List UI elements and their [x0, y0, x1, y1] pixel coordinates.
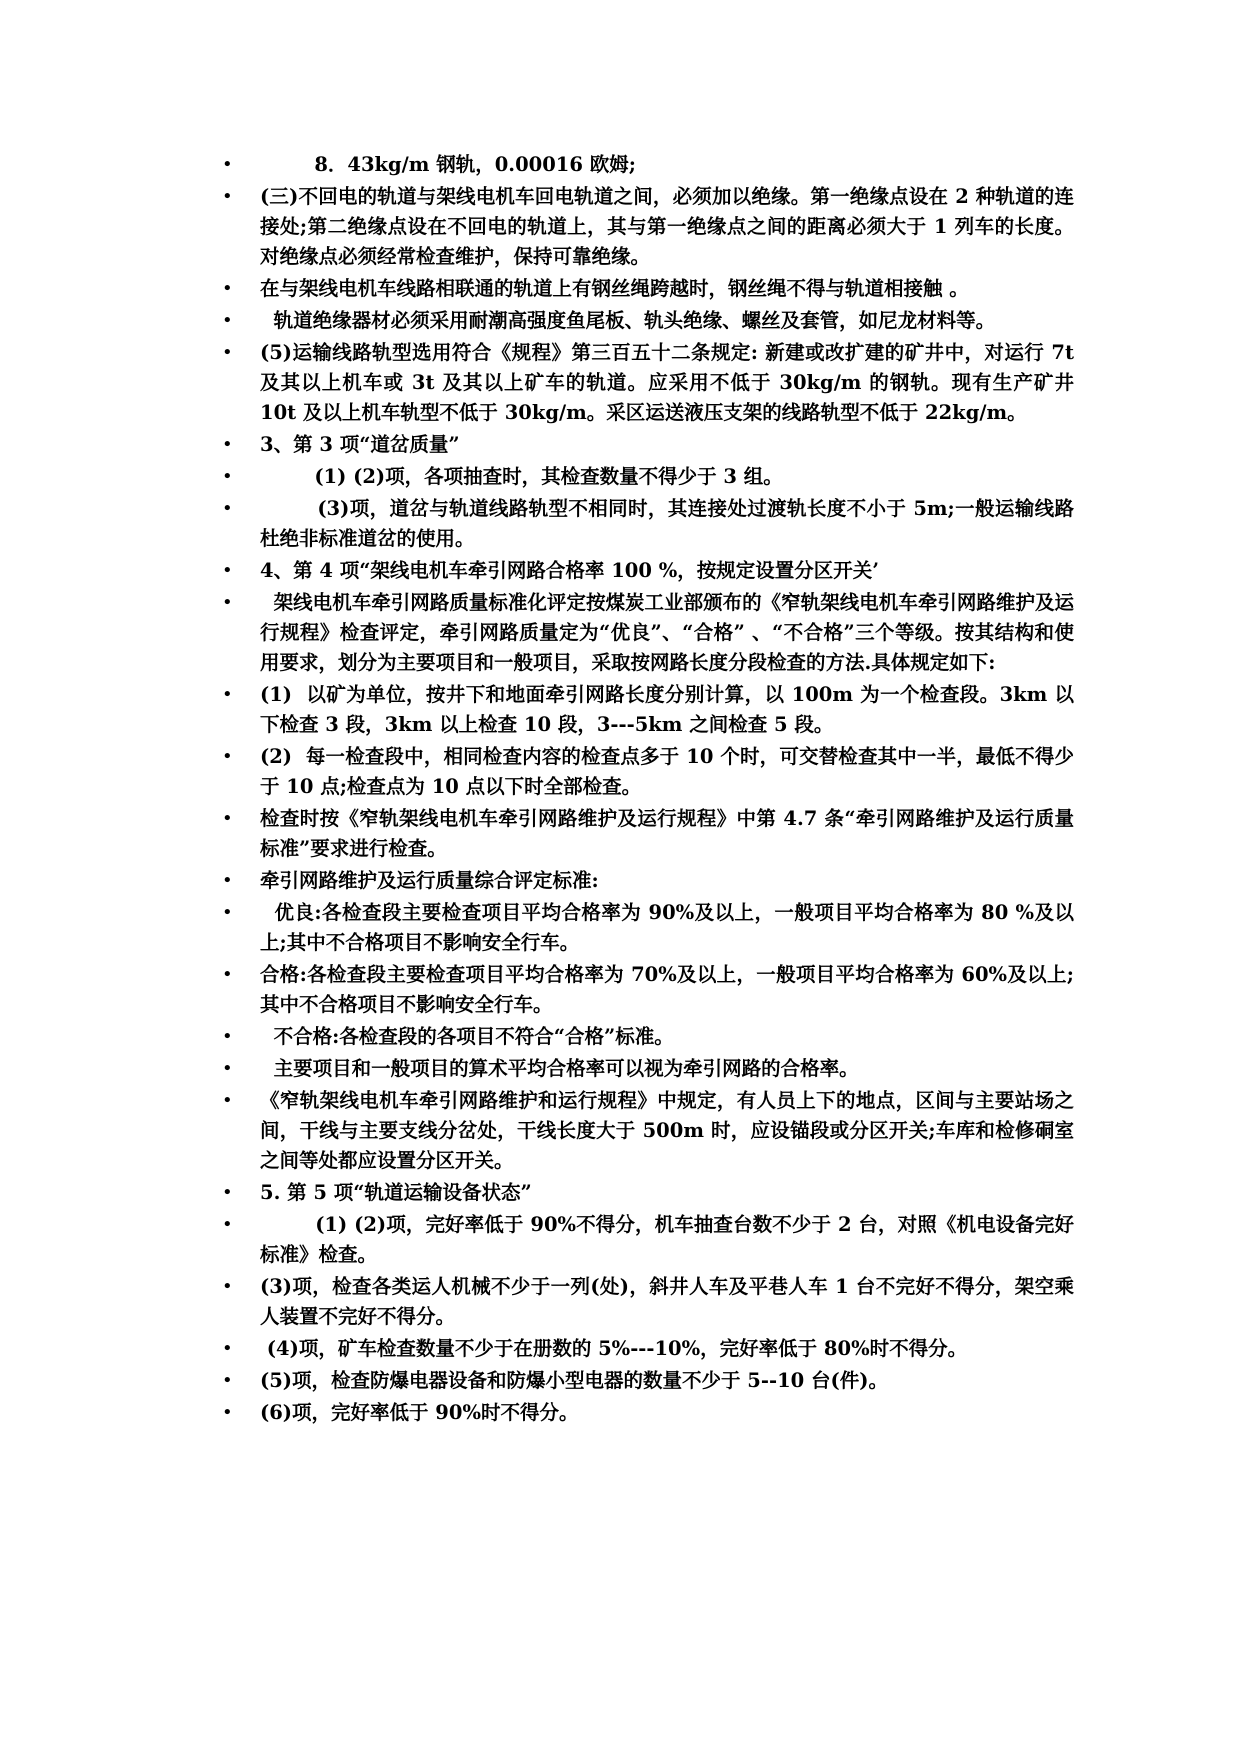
list-item-text: 检查时按《窄轨架线电机车牵引网路维护及运行规程》中第 4.7 条“牵引网路维护及运行质量标准”要求进行检查。 — [260, 807, 1074, 860]
list-item-text: (3)项，检查各类运人机械不少于一列(处)，斜井人车及平巷人车 1 台不完好不得分，架空乘人装置不完好不得分。 — [260, 1275, 1074, 1328]
list-item — [222, 1178, 1074, 1208]
list-item-text: 在与架线电机车线路相联通的轨道上有钢丝绳跨越时，钢丝绳不得与轨道相接触 。 — [260, 277, 969, 300]
bullet-icon: • — [222, 592, 233, 613]
bullet-icon: • — [222, 342, 233, 363]
list-item-text: 《窄轨架线电机车牵引网路维护和运行规程》中规定，有人员上下的地点，区间与主要站场之间，干线与主要支线分岔处，干线长度大于 500m 时，应设锚段或分区开关;车库和检修硐室之间等处都应设置分区开关。 — [260, 1089, 1074, 1172]
list-item — [222, 274, 1074, 304]
list-item-text: 3、第 3 项“道岔质量” — [260, 433, 460, 456]
list-item-text: (5)运输线路轨型选用符合《规程》第三百五十二条规定: 新建或改扩建的矿井中，对运行 7t 及其以上机车或 3t 及其以上矿车的轨道。应采用不低于 30kg/m 的钢轨。现有生产矿井 10t 及以上机车轨型不低于 30kg/m。采区运送液压支架的线路轨型不低于 22kg/m。 — [260, 341, 1081, 424]
bullet-icon: • — [222, 1090, 233, 1111]
bullet-icon: • — [222, 1214, 233, 1235]
list-item — [222, 338, 1081, 428]
list-item — [222, 742, 1074, 802]
bullet-icon: • — [222, 684, 233, 705]
bullet-icon: • — [222, 498, 233, 519]
list-item — [222, 182, 1074, 272]
bullet-icon: • — [222, 1402, 233, 1423]
bullet-icon: • — [222, 278, 233, 299]
list-item — [222, 462, 1074, 492]
list-item — [222, 680, 1074, 740]
list-item-text: (1) (2)项，各项抽查时，其检查数量不得少于 3 组。 — [260, 465, 783, 488]
bullet-icon: • — [222, 1338, 233, 1359]
list-item — [222, 960, 1074, 1020]
bullet-icon: • — [222, 902, 233, 923]
list-item-text: (2) 每一检查段中，相同检查内容的检查点多于 10 个时，可交替检查其中一半，最低不得少于 10 点;检查点为 10 点以下时全部检查。 — [260, 745, 1074, 798]
bullet-icon: • — [222, 808, 233, 829]
list-item-text: (4)项，矿车检查数量不少于在册数的 5%---10%，完好率低于 80%时不得分。 — [260, 1337, 968, 1360]
list-item-text: (3)项，道岔与轨道线路轨型不相同时，其连接处过渡轨长度不小于 5m;一般运输线路杜绝非标准道岔的使用。 — [260, 497, 1074, 550]
list-item — [222, 866, 1074, 896]
bullet-icon: • — [222, 746, 233, 767]
list-item-text: 8．43kg/m 钢轨，0.00016 欧姆; — [260, 153, 636, 176]
bullet-icon: • — [222, 1276, 233, 1297]
list-item — [222, 898, 1074, 958]
list-item-text: 不合格:各检查段的各项目不符合“合格”标准。 — [260, 1025, 674, 1048]
list-item — [222, 1334, 1074, 1364]
bullet-icon: • — [222, 1058, 233, 1079]
bullet-icon: • — [222, 434, 233, 455]
list-item — [222, 1272, 1074, 1332]
list-item — [222, 430, 1074, 460]
list-item-text: (1) 以矿为单位，按井下和地面牵引网路长度分别计算，以 100m 为一个检查段。3km 以下检查 3 段，3km 以上检查 10 段，3---5km 之间检查 5 段。 — [260, 683, 1074, 736]
bullet-icon: • — [222, 1182, 233, 1203]
bullet-icon: • — [222, 870, 233, 891]
list-item-text: 牵引网路维护及运行质量综合评定标准: — [260, 869, 599, 892]
bullet-icon: • — [222, 186, 233, 207]
list-item-text: (三)不回电的轨道与架线电机车回电轨道之间，必须加以绝缘。第一绝缘点设在 2 种轨道的连接处;第二绝缘点设在不回电的轨道上，其与第一绝缘点之间的距离必须大于 1 列车的长度。对绝缘点必须经常检查维护，保持可靠绝缘。 — [260, 185, 1074, 268]
bullet-icon: • — [222, 560, 233, 581]
bullet-icon: • — [222, 964, 233, 985]
list-item — [222, 1210, 1074, 1270]
list-item-text: 主要项目和一般项目的算术平均合格率可以视为牵引网路的合格率。 — [260, 1057, 859, 1080]
list-item-text: (6)项，完好率低于 90%时不得分。 — [260, 1401, 579, 1424]
list-item — [222, 1086, 1074, 1176]
list-item-text: (5)项，检查防爆电器设备和防爆小型电器的数量不少于 5--10 台(件)。 — [260, 1369, 888, 1392]
list-item — [222, 588, 1074, 678]
bullet-icon: • — [222, 154, 233, 175]
list-item-text: 4、第 4 项“架线电机车牵引网路合格率 100 %，按规定设置分区开关’ — [260, 559, 880, 582]
list-item — [222, 150, 1074, 180]
list-item-text: 合格:各检查段主要检查项目平均合格率为 70%及以上，一般项目平均合格率为 60%及以上;其中不合格项目不影响安全行车。 — [260, 963, 1074, 1016]
bullet-icon: • — [222, 466, 233, 487]
list-item — [222, 1054, 1074, 1084]
list-item-text: 5. 第 5 项“轨道运输设备状态” — [260, 1181, 532, 1204]
bullet-icon: • — [222, 1026, 233, 1047]
list-item — [222, 1398, 1074, 1428]
list-item — [222, 804, 1074, 864]
list-item — [222, 494, 1074, 554]
list-item-text: 优良:各检查段主要检查项目平均合格率为 90%及以上，一般项目平均合格率为 80 %及以上;其中不合格项目不影响安全行车。 — [260, 901, 1074, 954]
bullet-icon: • — [222, 310, 233, 331]
bullet-list — [222, 150, 1081, 1430]
bullet-icon: • — [222, 1370, 233, 1391]
list-item — [222, 306, 1074, 336]
list-item-text: 轨道绝缘器材必须采用耐潮高强度鱼尾板、轨头绝缘、螺丝及套管，如尼龙材料等。 — [260, 309, 996, 332]
list-item — [222, 1366, 1074, 1396]
list-item-text: 架线电机车牵引网路质量标准化评定按煤炭工业部颁布的《窄轨架线电机车牵引网路维护及运行规程》检查评定，牵引网路质量定为“优良”、“合格” 、“不合格”三个等级。按其结构和使用要求，划分为主要项目和一般项目，采取按网路长度分段检查的方法.具体规定如下: — [260, 591, 1074, 674]
list-item-text: (1) (2)项，完好率低于 90%不得分，机车抽查台数不少于 2 台，对照《机电设备完好标准》检查。 — [260, 1213, 1075, 1266]
list-item — [222, 1022, 1074, 1052]
list-item — [222, 556, 1074, 586]
